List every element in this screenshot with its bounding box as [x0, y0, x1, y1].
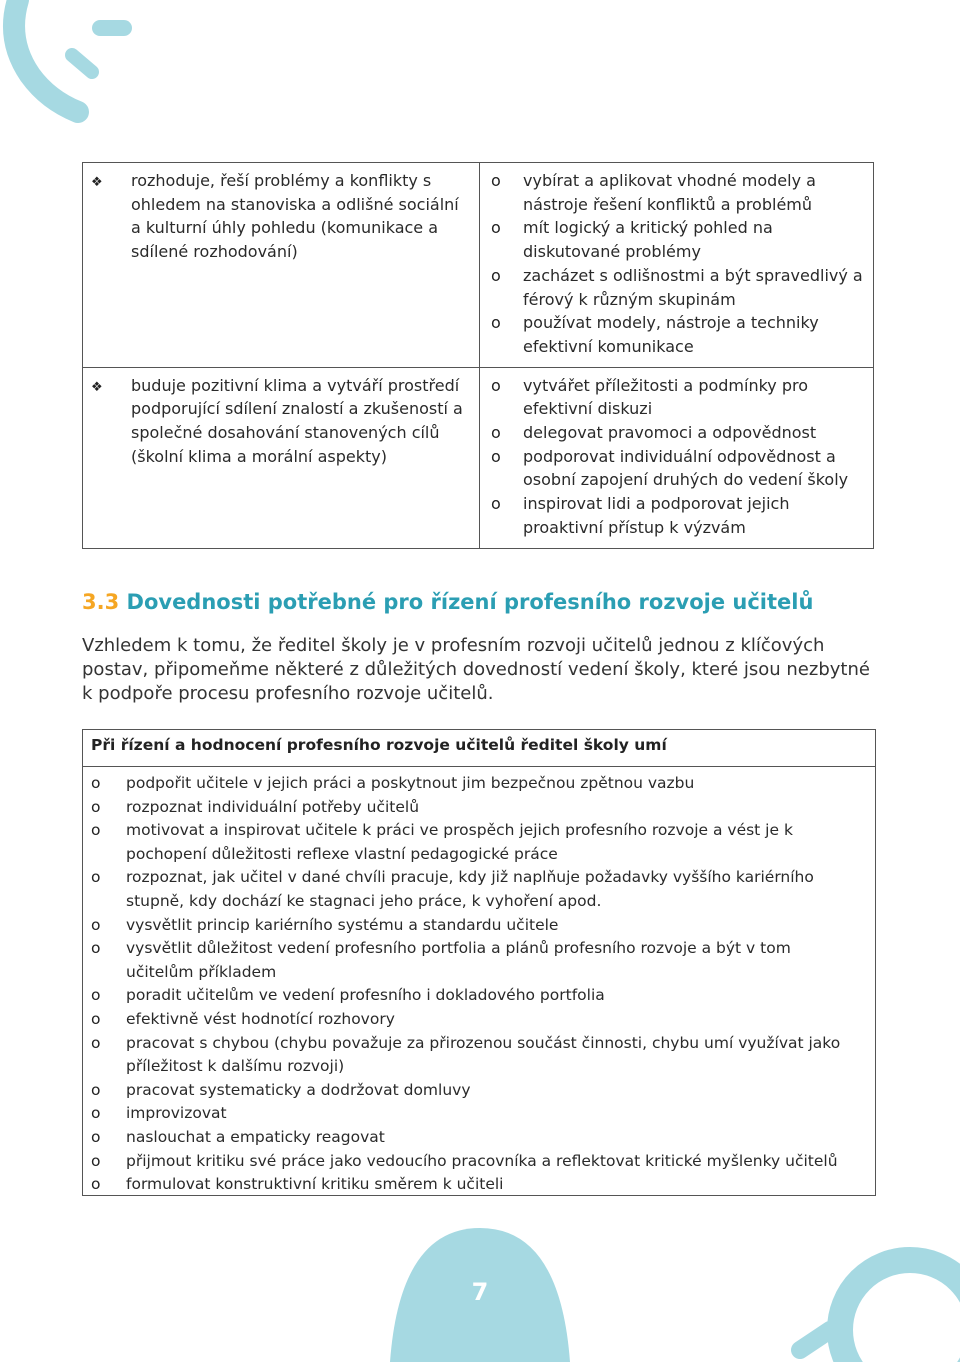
box-title: Při řízení a hodnocení profesního rozvoje učitelů ředitel školy umí: [91, 736, 667, 754]
list-item: [488, 421, 865, 445]
circle-bullet-icon: o: [491, 218, 501, 238]
skill-text: pracovat systematicky a dodržovat domluvy: [126, 1080, 471, 1099]
list-item: [91, 937, 861, 984]
skill-text: podporovat individuální odpovědnost a osobní zapojení druhých do vedení školy: [523, 446, 849, 490]
circle-bullet-icon: o: [91, 1033, 101, 1052]
intro-paragraph: Vzhledem k tomu, že ředitel školy je v profesním rozvoji učitelů jednou z klíčových postav, připomeňme některé z důležitých dovedností vedení školy, které jsou nezbytné k podpoře procesu profesního rozvoje učitelů.: [82, 635, 870, 704]
skill-text: rozpoznat, jak učitel v dané chvíli pracuje, kdy již naplňuje požadavky vyššího kariérního stupně, kdy dochází ke stagnaci jeho práce, k vyhoření apod.: [126, 868, 814, 910]
list-item: [488, 492, 865, 539]
circle-bullet-icon: o: [91, 915, 101, 934]
section-number: 3.3: [82, 590, 120, 614]
list-item: [488, 264, 865, 311]
circle-bullet-icon: o: [491, 446, 501, 466]
skill-text: efektivně vést hodnotící rozhovory: [126, 1009, 395, 1028]
list-item: [91, 796, 861, 820]
page-number: 7: [471, 1278, 489, 1306]
table-cell: [83, 367, 480, 548]
skill-text: pracovat s chybou (chybu považuje za přirozenou součást činnosti, chybu umí využívat jako příležitost k dalšímu rozvoji): [126, 1033, 841, 1076]
list-item: [91, 1032, 861, 1079]
circle-bullet-icon: o: [91, 1127, 101, 1146]
section-heading: [82, 590, 813, 614]
list-item: [91, 374, 471, 469]
skill-text: rozpoznat individuální potřeby učitelů: [126, 797, 420, 816]
circle-bullet-icon: o: [491, 423, 501, 443]
list-item: [91, 1126, 861, 1150]
list-item: [91, 866, 861, 913]
list-item: [91, 772, 861, 796]
list-item: [91, 1079, 861, 1103]
circle-bullet-icon: o: [91, 939, 101, 958]
list-item: [91, 1150, 861, 1174]
skill-text: vytvářet příležitosti a podmínky pro efektivní diskuzi: [523, 375, 809, 419]
circle-bullet-icon: o: [491, 375, 501, 395]
competency-text: buduje pozitivní klima a vytváří prostředí podporující sdílení znalostí a zkušeností a společné dosahování stanovených cílů (školní klima a morální aspekty): [131, 375, 463, 466]
circle-bullet-icon: o: [91, 774, 101, 792]
list-item: [91, 1008, 861, 1032]
table-row: [83, 367, 874, 548]
circle-bullet-icon: o: [91, 797, 101, 816]
skill-text: vysvětlit princip kariérního systému a standardu učitele: [126, 915, 559, 934]
table-cell: [480, 163, 874, 368]
divider: [83, 766, 875, 767]
skill-text: motivovat a inspirovat učitele k práci ve prospěch jejich profesního rozvoje a vést je k pochopení důležitosti reflexe vlastní pedagogické práce: [126, 821, 793, 863]
skill-text: formulovat konstruktivní kritiku směrem k učiteli: [126, 1175, 504, 1194]
skills-box: [82, 729, 876, 1196]
skill-text: vysvětlit důležitost vedení profesního portfolia a plánů profesního rozvoje a být v tom učitelům příkladem: [126, 939, 791, 981]
list-item: [91, 1173, 861, 1197]
list-item: [488, 311, 865, 358]
table-cell: [480, 367, 874, 548]
skill-text: poradit učitelům ve vedení profesního i dokladového portfolia: [126, 986, 605, 1005]
list-item: [488, 216, 865, 263]
table-cell: [83, 163, 480, 368]
competency-table: [82, 162, 874, 549]
skill-text: přijmout kritiku své práce jako vedoucího pracovníka a reflektovat kritické myšlenky učitelů: [126, 1151, 838, 1170]
top-left-decoration: [0, 0, 160, 140]
skill-text: mít logický a kritický pohled na diskutované problémy: [523, 218, 773, 262]
skill-text: používat modely, nástroje a techniky efektivní komunikace: [523, 313, 819, 356]
circle-bullet-icon: o: [91, 1104, 101, 1123]
skill-text: vybírat a aplikovat vhodné modely a nástroje řešení konfliktů a problémů: [523, 171, 816, 214]
circle-bullet-icon: o: [91, 1080, 101, 1099]
circle-bullet-icon: o: [91, 1175, 101, 1194]
circle-bullet-icon: o: [91, 868, 101, 887]
skill-text: inspirovat lidi a podporovat jejich proaktivní přístup k výzvám: [523, 494, 790, 537]
list-item: [91, 169, 471, 264]
four-diamond-icon: ❖: [91, 379, 103, 395]
list-item: [488, 169, 865, 216]
list-item: [91, 1102, 861, 1126]
circle-bullet-icon: o: [91, 821, 101, 840]
section-title: Dovednosti potřebné pro řízení profesního rozvoje učitelů: [126, 590, 814, 614]
list-item: [488, 374, 865, 421]
competency-text: rozhoduje, řeší problémy a konflikty s ohledem na stanoviska a odlišné sociální a kulturní úhly pohledu (komunikace a sdílené rozhodování): [131, 171, 459, 262]
skill-text: zacházet s odlišnostmi a být spravedlivý a férový k různým skupinám: [523, 265, 863, 309]
list-item: [91, 819, 861, 866]
skill-text: delegovat pravomoci a odpovědnost: [523, 423, 817, 443]
skill-text: naslouchat a empaticky reagovat: [126, 1127, 385, 1146]
skill-text: podpořit učitele v jejich práci a poskytnout jim bezpečnou zpětnou vazbu: [126, 774, 695, 792]
circle-bullet-icon: o: [491, 265, 501, 285]
circle-bullet-icon: o: [91, 1009, 101, 1028]
circle-bullet-icon: o: [91, 986, 101, 1005]
list-item: [91, 914, 861, 938]
circle-bullet-icon: o: [91, 1151, 101, 1170]
list-item: [488, 445, 865, 492]
circle-bullet-icon: o: [491, 494, 501, 514]
table-row: [83, 163, 874, 368]
skill-text: improvizovat: [126, 1104, 227, 1123]
skills-list: [91, 772, 861, 1197]
circle-bullet-icon: o: [491, 171, 501, 190]
four-diamond-icon: ❖: [91, 175, 103, 190]
bottom-right-decoration: [760, 1180, 960, 1362]
circle-bullet-icon: o: [491, 313, 501, 333]
list-item: [91, 984, 861, 1008]
